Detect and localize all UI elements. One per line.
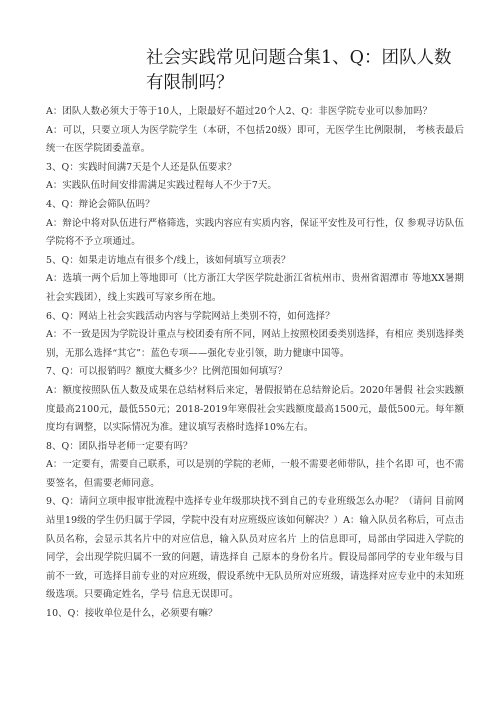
paragraph-7: 5、Q：如果走访地点有很多个/线上，该如何填写立项表？ (46, 254, 291, 266)
document-title: 社会实践常见问题合集1、Q：团队人数有限制吗？ (146, 48, 452, 93)
paragraph-14: A：一定要有，需要自己联系，可以是别的学院的老师，一般不需要老师带队，挂个名即 可，也不需要签名，但需要老师同意。 (46, 459, 464, 489)
paragraph-4: A：实践队伍时间安排需满足实践过程每人不少于7天。 (46, 180, 277, 192)
paragraph-10: A：不一致是因为学院设计重点与校团委有所不同，网站上按照校团委类别选择，有相应 类别选择类别，无那么选择“其它”：蓝色专项——强化专业引领，助力健康中国等。 (46, 329, 464, 359)
paragraph-5: 4、Q：辩论会筛队伍吗？ (46, 198, 155, 210)
paragraph-2: A：可以，只要立项人为医学院学生（本研，不包括20级）即可，无医学生比例限制， 考核表最后统一在医学院团委盖章。 (46, 124, 464, 155)
paragraph-8: A：选填一两个后加上等地即可（比方浙江大学医学院赴浙江省杭州市、贵州省湄潭市 等地XX暑期社会实践团），线上实践可写家乡所在地。 (46, 273, 464, 303)
paragraph-12: A：额度按照队伍人数及成果在总结材料后来定，暑假报销在总结辩论后。2020年暑假 社会实践额度最高2100元，最低550元；2018-2019年寒假社会实践额度最高1500元，最低500元。每年额度均有调整，以实际情况为准。建议填写表格时选择10%左右。 (46, 384, 464, 434)
paragraph-1: A：团队人数必须大于等于10人，上限最好不超过20个人2、Q：非医学院专业可以参加吗？ (46, 106, 433, 117)
paragraph-11: 7、Q：可以报销吗？额度大概多少？比例范围如何填写？ (46, 366, 288, 378)
paragraph-13: 8、Q：团队指导老师一定要有吗？ (46, 440, 193, 452)
paragraph-3: 3、Q：实践时间满7天是个人还是队伍要求？ (46, 161, 237, 173)
paragraph-9: 6、Q：网站上社会实践活动内容与学院网站上类别不符，如何选择？ (46, 310, 335, 322)
paragraph-15: 9、Q：请问立项申报审批流程中选择专业年级那块找不到自己的专业班级怎么办呢？（请问 目前网站里19级的学生仍归属于学园，学院中没有对应班级应该如何解决？）A：输入队员名称后，可点击队员名称，会显示其名片中的对应信息，输入队员对应名片 上的信息即可，局部由学园进入学院的同学，会出现学院归属不一致的问题，请选择自 己原本的身份名片。假设局部同学的专业年级与目前不一致，可选择目前专业的对应班级，假设系统中无队员所对应班级，请选择对应专业中的未知班级选项。只要确定姓名，学号 信息无误即可。 (46, 496, 464, 601)
document-body (46, 103, 464, 624)
paragraph-6: A：辩论中将对队伍进行严格筛选，实践内容应有实质内容，保证平安性及可行性，仅 参观寻访队伍学院将不予立项通过。 (46, 217, 464, 248)
paragraph-16: 10、Q：接收单位是什么，必须要有嘛？ (46, 608, 218, 620)
